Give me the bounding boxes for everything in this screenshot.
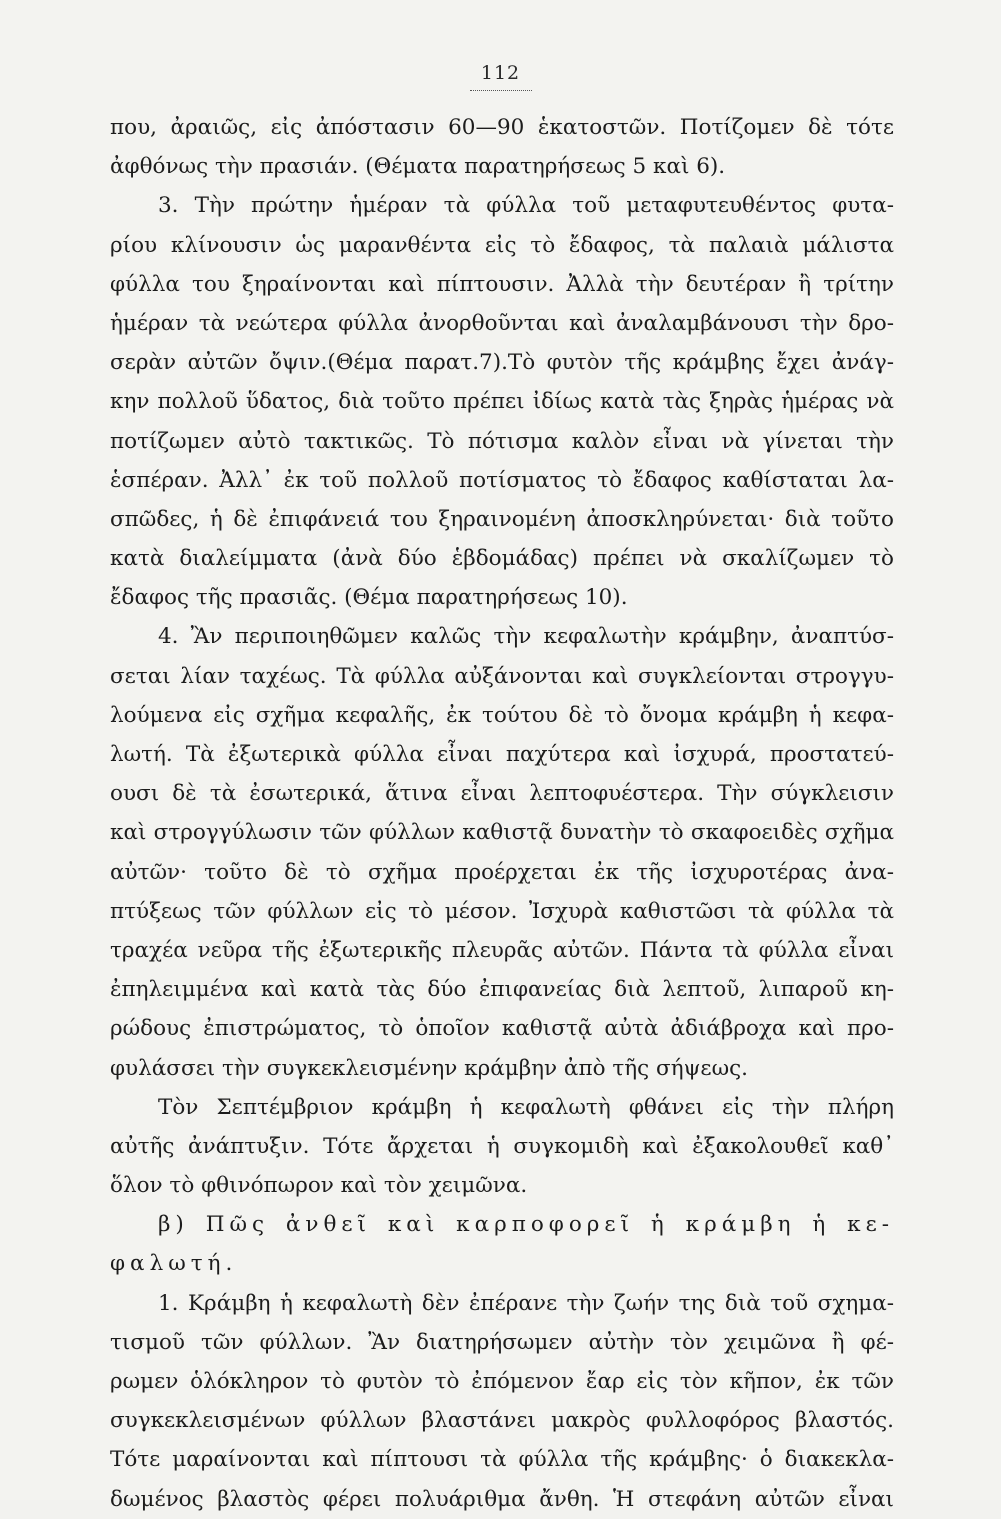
- text-line: ἡμέραν τὰ νεώτερα φύλλα ἀνορθοῦνται καὶ ἀναλαμβάνουσι τὴν δρο-: [110, 310, 894, 336]
- text-line: κατὰ διαλείμματα (ἀνὰ δύο ἑβδομάδας) πρέπει νὰ σκαλίζωμεν τὸ: [110, 546, 894, 572]
- text-line: ὅλον τὸ φθινόπωρον καὶ τὸν χειμῶνα.: [110, 1173, 528, 1199]
- text-line: φαλωτή.: [110, 1251, 238, 1277]
- text-line: αὐτῆς ἀνάπτυξιν. Τότε ἄρχεται ἡ συγκομιδὴ καὶ ἐξακολουθεῖ καθ᾽: [110, 1133, 894, 1159]
- text-line: συγκεκλεισμένων φύλλων βλαστάνει μακρὸς φυλλοφόρος βλαστός.: [110, 1408, 894, 1434]
- text-line: φύλλα του ξηραίνονται καὶ πίπτουσιν. Ἀλλὰ τὴν δευτέραν ἢ τρίτην: [110, 271, 894, 297]
- text-line: αὐτῶν· τοῦτο δὲ τὸ σχῆμα προέρχεται ἐκ τῆς ἰσχυροτέρας ἀνα-: [110, 859, 894, 885]
- text-line: πτύξεως τῶν φύλλων εἰς τὸ μέσον. Ἰσχυρὰ καθιστῶσι τὰ φύλλα τὰ: [110, 898, 894, 924]
- text-line: τραχέα νεῦρα τῆς ἐξωτερικῆς πλευρᾶς αὐτῶν. Πάντα τὰ φύλλα εἶναι: [110, 937, 894, 963]
- text-line: ουσι δὲ τὰ ἐσωτερικά, ἅτινα εἶναι λεπτοφυέστερα. Τὴν σύγκλεισιν: [110, 781, 894, 807]
- text-line: ρωμεν ὁλόκληρον τὸ φυτὸν τὸ ἐπόμενον ἔαρ εἰς τὸν κῆπον, ἐκ τῶν: [110, 1369, 894, 1394]
- text-line: ἀφθόνως τὴν πρασιάν. (Θέματα παρατηρήσεως 5 καὶ 6).: [110, 154, 726, 180]
- text-line: σπῶδες, ἡ δὲ ἐπιφάνειά του ξηραινομένη ἀποσκληρύνεται· διὰ τοῦτο: [110, 506, 894, 532]
- text-line: που, ἀραιῶς, εἰς ἀπόστασιν 60—90 ἑκατοστῶν. Ποτίζομεν δὲ τότε: [110, 115, 894, 140]
- text-line: 1. Κράμβη ἡ κεφαλωτὴ δὲν ἐπέρανε τὴν ζωήν της διὰ τοῦ σχημα-: [158, 1290, 894, 1316]
- text-line: κην πολλοῦ ὕδατος, διὰ τοῦτο πρέπει ἰδίως κατὰ τὰς ξηρὰς ἡμέρας νὰ: [110, 389, 894, 415]
- text-line: λωτή. Τὰ ἐξωτερικὰ φύλλα εἶναι παχύτερα καὶ ἰσχυρά, προστατεύ-: [110, 742, 894, 767]
- text-line: 4. Ἂν περιποιηθῶμεν καλῶς τὴν κεφαλωτὴν κράμβην, ἀναπτύσ-: [158, 624, 894, 650]
- body-text: [110, 108, 894, 1519]
- page-number-rule: [470, 90, 532, 91]
- text-line: τισμοῦ τῶν φύλλων. Ἂν διατηρήσωμεν αὐτὴν τὸν χειμῶνα ἢ φέ-: [110, 1329, 894, 1355]
- text-line: ἑσπέραν. Ἀλλ᾽ ἐκ τοῦ πολλοῦ ποτίσματος τὸ ἔδαφος καθίσταται λα-: [110, 467, 894, 493]
- text-line: φυλάσσει τὴν συγκεκλεισμένην κράμβην ἀπὸ τῆς σήψεως.: [110, 1055, 748, 1081]
- page-number: 112: [480, 62, 521, 84]
- text-line: ἐπηλειμμένα καὶ κατὰ τὰς δύο ἐπιφανείας διὰ λεπτοῦ, λιπαροῦ κη-: [110, 977, 894, 1003]
- text-line: Τὸν Σεπτέμβριον κράμβη ἡ κεφαλωτὴ φθάνει εἰς τὴν πλήρη: [158, 1094, 894, 1120]
- text-line: ρίου κλίνουσιν ὡς μαρανθέντα εἰς τὸ ἔδαφος, τὰ παλαιὰ μάλιστα: [110, 232, 894, 258]
- text-line: δωμένος βλαστὸς φέρει πολυάριθμα ἄνθη. Ἡ στεφάνη αὐτῶν εἶναι: [110, 1486, 894, 1512]
- text-line: 3. Τὴν πρώτην ἡμέραν τὰ φύλλα τοῦ μεταφυτευθέντος φυτα-: [158, 193, 894, 219]
- text-line: λούμενα εἰς σχῆμα κεφαλῆς, ἐκ τούτου δὲ τὸ ὄνομα κράμβη ἡ κεφα-: [110, 702, 894, 728]
- text-line: ποτίζωμεν αὐτὸ τακτικῶς. Τὸ πότισμα καλὸν εἶναι νὰ γίνεται τὴν: [110, 428, 894, 454]
- text-line: σεται λίαν ταχέως. Τὰ φύλλα αὐξάνονται καὶ συγκλείονται στρογγυ-: [110, 663, 894, 689]
- text-line: ἔδαφος τῆς πρασιᾶς. (Θέμα παρατηρήσεως 10).: [110, 585, 628, 611]
- text-line: καὶ στρογγύλωσιν τῶν φύλλων καθιστᾷ δυνατὴν τὸ σκαφοειδὲς σχῆμα: [110, 820, 894, 846]
- text-line: β) Πῶς ἀνθεῖ καὶ καρποφορεῖ ἡ κράμβη ἡ κε-: [158, 1212, 894, 1238]
- text-line: ρώδους ἐπιστρώματος, τὸ ὁποῖον καθιστᾷ αὐτὰ ἀδιάβροχα καὶ προ-: [110, 1016, 894, 1042]
- text-line: Τότε μαραίνονται καὶ πίπτουσι τὰ φύλλα τῆς κράμβης· ὁ διακεκλα-: [110, 1447, 894, 1473]
- text-line: σερὰν αὐτῶν ὄψιν.(Θέμα παρατ.7).Τὸ φυτὸν τῆς κράμβης ἔχει ἀνάγ-: [110, 350, 894, 376]
